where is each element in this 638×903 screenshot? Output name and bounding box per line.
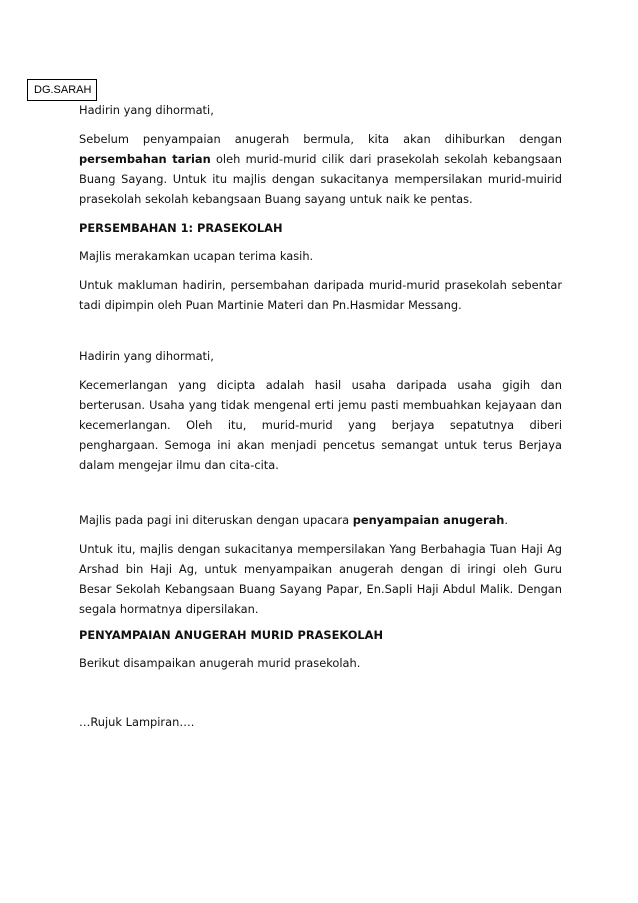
intro-text-end: oleh murid-murid cilik dari prasekolah sekolah kebangsaan Buang Sayang. Untuk itu majlis dengan sukacitanya mempersilakan murid-muirid prasekolah sekolah kebangsaan Buang sayang untuk naik ke pentas. — [79, 152, 563, 206]
paragraph-excellence: Kecemerlangan yang dicipta adalah hasil usaha daripada usaha gigih dan berterusan. Usaha yang tidak mengenal erti jemu pasti membuahkan kejayaan dan kecemerlangan. Oleh itu, murid-murid yang berjaya sepatutnya diberi penghargaan. Semoga ini akan menjadi pencetus semangat untuk terus Berjaya dalam mengejar ilmu dan cita-cita. — [79, 378, 562, 472]
author-label: DG.SARAH — [34, 84, 92, 96]
greeting-2: Hadirin yang dihormati, — [79, 349, 214, 363]
ceremony-text-end: . — [504, 513, 508, 527]
paragraph-performance-info: Untuk makluman hadirin, persembahan daripada murid-murid prasekolah sebentar tadi dipimpin oleh Puan Martinie Materi dan Pn.Hasmidar Messang. — [79, 278, 562, 312]
appendix-reference: …Rujuk Lampiran…. — [79, 715, 195, 729]
greeting-1: Hadirin yang dihormati, — [79, 103, 214, 117]
paragraph-ceremony — [79, 510, 562, 530]
paragraph-award-intro: Berikut disampaikan anugerah murid prasekolah. — [79, 656, 361, 670]
document-body — [79, 100, 562, 732]
heading-performance: PERSEMBAHAN 1: PRASEKOLAH — [79, 221, 283, 235]
ceremony-emphasis: penyampaian anugerah — [352, 513, 505, 527]
paragraph-intro-performance — [79, 129, 562, 209]
paragraph-invitation: Untuk itu, majlis dengan sukacitanya mempersilakan Yang Berbahagia Tuan Haji Ag Arshad bin Haji Ag, untuk menyampaikan anugerah dengan di iringi oleh Guru Besar Sekolah Kebangsaan Buang Sayang Papar, En.Sapli Haji Abdul Malik. Dengan segala hormatnya dipersilakan. — [79, 542, 562, 616]
intro-emphasis: persembahan tarian — [79, 152, 211, 166]
intro-text-start: Sebelum penyampaian anugerah bermula, kita akan dihiburkan dengan — [79, 132, 562, 146]
paragraph-thanks: Majlis merakamkan ucapan terima kasih. — [79, 249, 314, 263]
author-label-box — [27, 79, 97, 101]
ceremony-text-start: Majlis pada pagi ini diteruskan dengan upacara — [79, 513, 353, 527]
heading-award: PENYAMPAIAN ANUGERAH MURID PRASEKOLAH — [79, 628, 383, 642]
